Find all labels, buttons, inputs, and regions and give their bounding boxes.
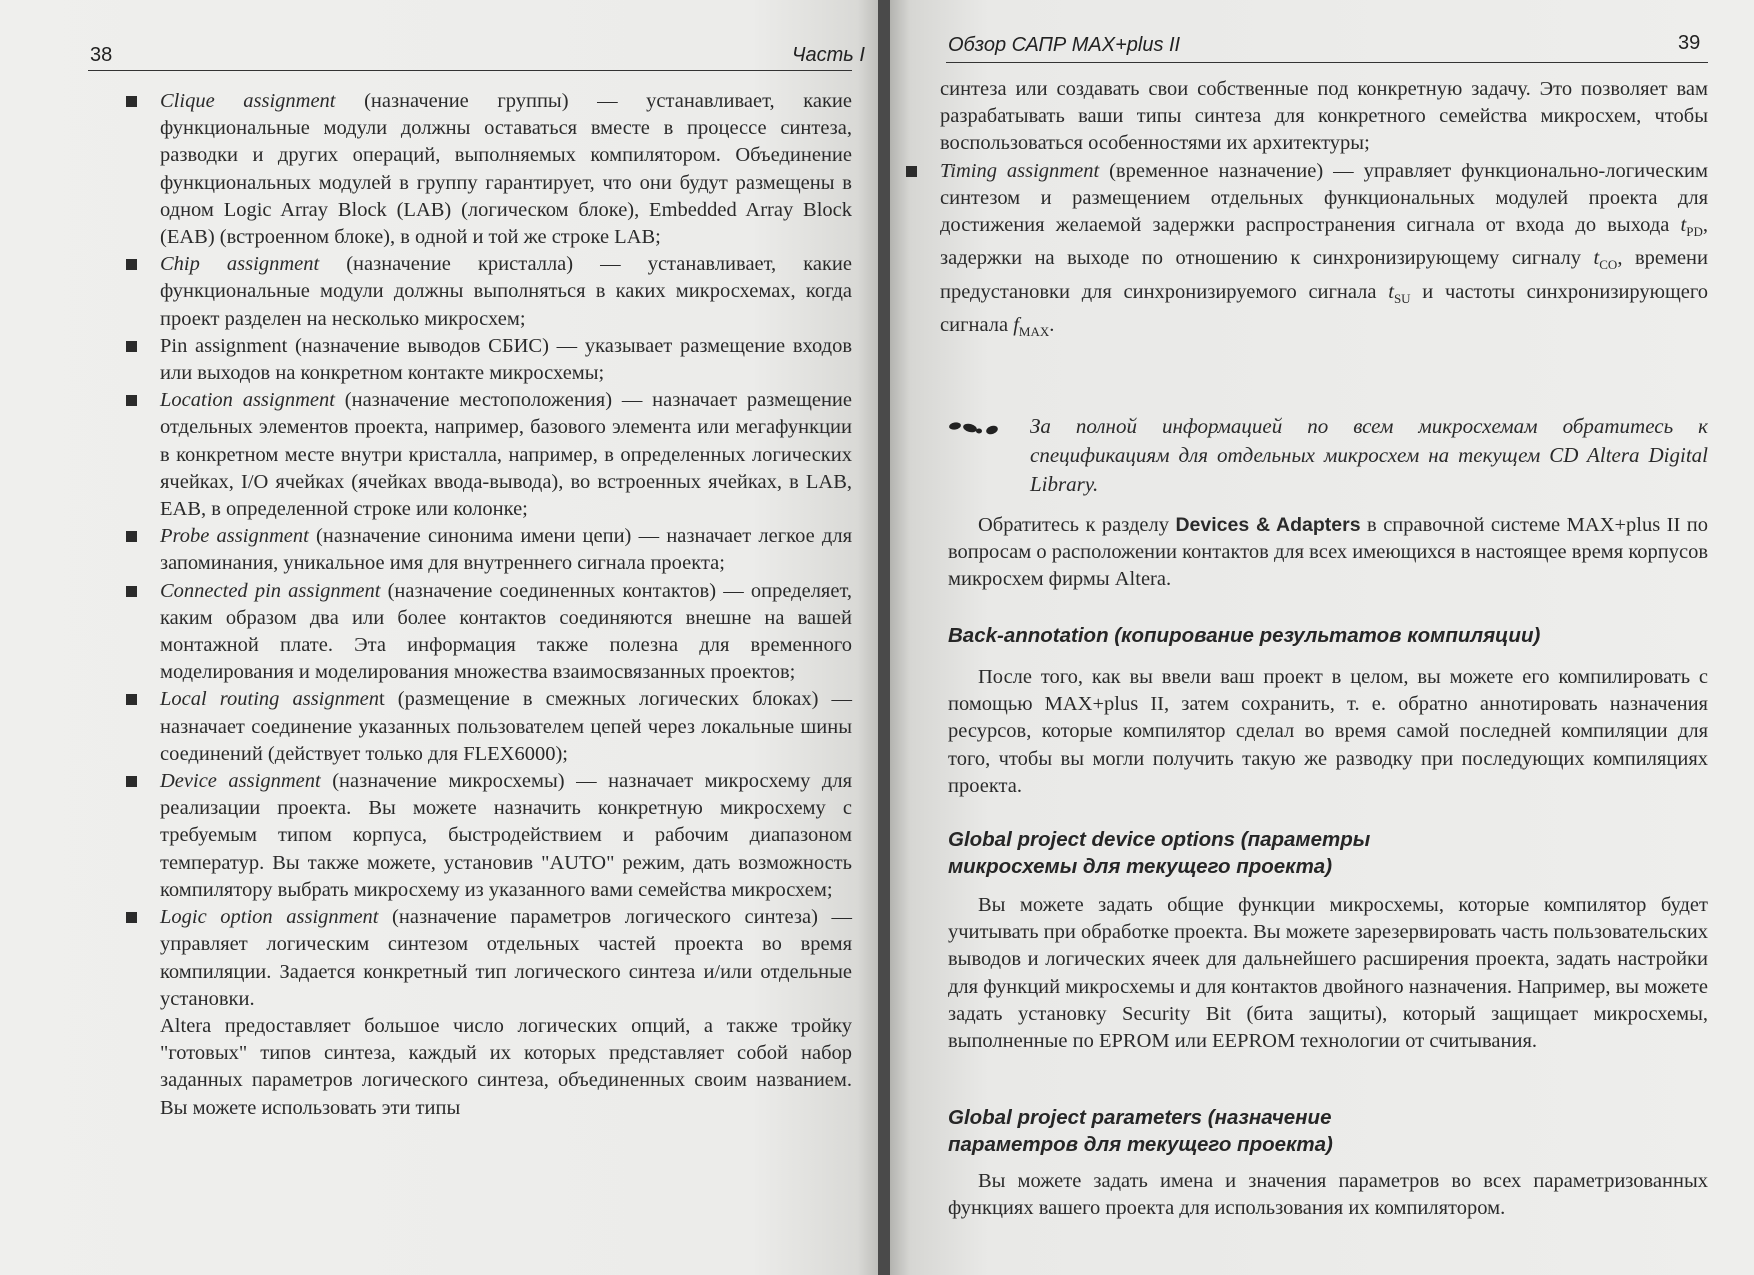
bullet-icon [126,395,137,406]
term: Connected pin assignment [160,579,381,602]
list-item [124,686,852,768]
t-pd-subscript: PD [1686,224,1703,240]
item-text: (назначение параметров логического синтеза) — управляет логическим синтезом отдельных частей проекта во время компиляции. Задается конкретный тип логического синтеза и/или отдельные установки. [160,906,852,1010]
heading-line: Global project parameters (назначение [948,1106,1332,1129]
item-text: (назначение группы) — устанавливает, какие функциональные модули должны оставаться вместе в процессе синтеза, разводки и других операций, выполняемых компилятором. Объединение функциональных модулей в группу гарантирует, что они будут размещены в одном Logic Array Block (LAB) (логическом блоке), Embedded Array Block (EAB) (встроенном блоке), в одной и той же строке LAB; [160,90,852,249]
book-gutter [878,0,890,1275]
f-max-subscript: MAX [1018,324,1050,339]
bullet-icon [126,776,137,787]
item-text: t (размещение в смежных логических блоках) — назначает соединение указанных пользователем цепей через локальные шины соединений (действует только для FLEX6000); [160,688,852,765]
item-text: . [1049,313,1055,336]
right-header-rule [946,62,1708,63]
list-item [124,387,852,523]
bullet-icon [126,259,137,270]
continuation-paragraph: Altera предоставляет большое число логических опций, а также тройку "готовых" типов синтеза, каждый их которых представляет собой набор заданных параметров логического синтеза, объединенных своим названием. Вы можете использовать эти типы [160,1014,852,1119]
item-text: и частоты синхронизирующего сигнала [940,280,1708,336]
paragraph: Вы можете задать имена и значения параметров во всех параметризованных функциях вашего проекта для использования их компилятором. [948,1170,1708,1220]
item-text: Pin assignment (назначение выводов СБИС) — указывает размещение входов или выходов на конкретном контакте микросхемы; [160,334,852,385]
section-heading-global-device-options [948,826,1718,880]
list-item [124,523,852,577]
item-text: (назначение синонима имени цепи) — назначает легкое для запоминания, уникальное имя для внутреннего сигнала проекта; [160,525,852,575]
list-item [124,578,852,687]
paragraph: После того, как вы ввели ваш проект в целом, вы можете его компилировать с помощью MAX+plus II, затем сохранить, т. е. обратно аннотировать назначения ресурсов, которые компилятор сделал во время самой последней компиляции для того, чтобы вы могли получить такую же разводку при последующих компиляциях проекта. [948,666,1708,797]
bullet-icon [126,531,137,542]
note-text: За полной информацией по всем микросхемам обратитесь к спецификациям для отдельных микросхем на текущем CD Altera Digital Library. [1030,414,1708,496]
bullet-icon [126,341,137,352]
term: Timing assignment [940,159,1100,182]
item-text: (назначение микросхемы) — назначает микросхему для реализации проекта. Вы можете назначить конкретную микросхему с требуемым типом корпуса, быстродействием и рабочим диапазоном температур. Вы также можете, установив "AUTO" режим, дать возможность компилятору выбрать микросхему из указанного вами семейства микросхем; [160,770,852,901]
term: Location assignment [160,389,335,412]
right-running-head: Обзор САПР MAX+plus II [948,34,1181,56]
item-text: , времени предустановки для синхронизируемого сигнала [940,247,1708,303]
list-item [124,768,852,904]
devices-adapters-reference: Devices & Adapters [1175,514,1361,536]
term: Local routing assignmen [160,688,380,711]
bullet-icon [126,912,137,923]
term: Chip assignment [160,253,320,276]
item-text: (назначение местоположения) — назначает размещение отдельных элементов проекта, например, базового элемента или мегафункции в конкретном месте внутри кристалла, например, в определенных логических ячейках, I/O ячейках (ячейках ввода-вывода), во встроенных ячейках, в LAB, EAB, в определенной строке или колонке; [160,389,852,521]
right-top-list [904,76,1708,345]
bullet-icon [126,96,137,107]
continuation-paragraph: синтеза или создавать свои собственные под конкретную задачу. Это позволяет вам разрабатывать ваши типы синтеза для конкретного семейства микросхем, чтобы воспользоваться особенностями их архитектуры; [940,78,1708,155]
item-text: (временное назначение) — управляет функционально-логическим синтезом и размещением отдельных функциональных модулей проекта для достижения желаемой задержки распространения сигнала от входа до выхода [940,159,1708,237]
t-co-subscript: CO [1599,257,1618,273]
f-max-symbol: f [1013,313,1019,336]
term: Logic option assignment [160,906,379,929]
bullet-icon [126,586,137,597]
item-text: , задержки на выходе по отношению к синхронизирующему сигналу [940,214,1708,270]
term: Probe assignment [160,525,309,548]
t-su-subscript: SU [1393,290,1411,306]
list-item [124,251,852,333]
paragraph [948,512,1708,594]
paragraph-text: Обратитесь к разделу [978,514,1176,536]
heading-line: параметров для текущего проекта) [948,1133,1333,1156]
footprints-note-icon [946,418,1002,440]
left-body [124,88,852,1122]
list-item [904,158,1708,346]
term: Clique assignment [160,90,336,112]
bullet-icon [126,694,137,705]
bullet-icon [906,166,917,177]
t-su-symbol: t [1388,280,1394,303]
right-page-number: 39 [1678,32,1701,54]
list-item [124,333,852,387]
list-item [124,88,852,251]
term: Device assignment [160,770,321,793]
section-heading-back-annotation: Back-annotation (копирование результатов компиляции) [948,624,1541,647]
left-page-number: 38 [90,44,113,66]
section-heading-global-parameters [948,1104,1718,1158]
item-text: (назначение кристалла) — устанавливает, какие функциональные модули должны выполняться в каких микросхемах, когда проект разделен на несколько микросхем; [160,253,853,330]
t-pd-symbol: t [1680,214,1687,237]
t-co-symbol: t [1593,247,1600,270]
left-running-head: Часть I [792,44,865,66]
right-page [884,0,1754,1275]
paragraph-text: в справочной системе MAX+plus II по вопросам о расположении контактов для всех имеющихся в настоящее время корпусов микросхем фирмы Altera. [948,514,1709,591]
left-header-rule [88,70,852,71]
item-text: (назначение соединенных контактов) — определяет, каким образом два или более контактов соединяются внешне на вашей монтажной плате. Эта информация также полезна для временного моделирования и моделирования множества взаимосвязанных проектов; [160,579,852,684]
heading-line: Global project device options (параметры [948,828,1371,851]
paragraph: Вы можете задать общие функции микросхемы, которые компилятор будет учитывать при обработке проекта. Вы можете зарезервировать часть пользовательских выводов и логических ячеек для дальнейшего расширения проекта, задать настройки для функций микросхемы и для контактов двойного назначения. Например, вы можете задать установку Security Bit (бита защиты), который защищает микросхемы, выполненные по EPROM или EEPROM технологии от считывания. [948,894,1708,1053]
heading-line: микросхемы для текущего проекта) [948,855,1333,878]
list-item [124,904,852,1013]
